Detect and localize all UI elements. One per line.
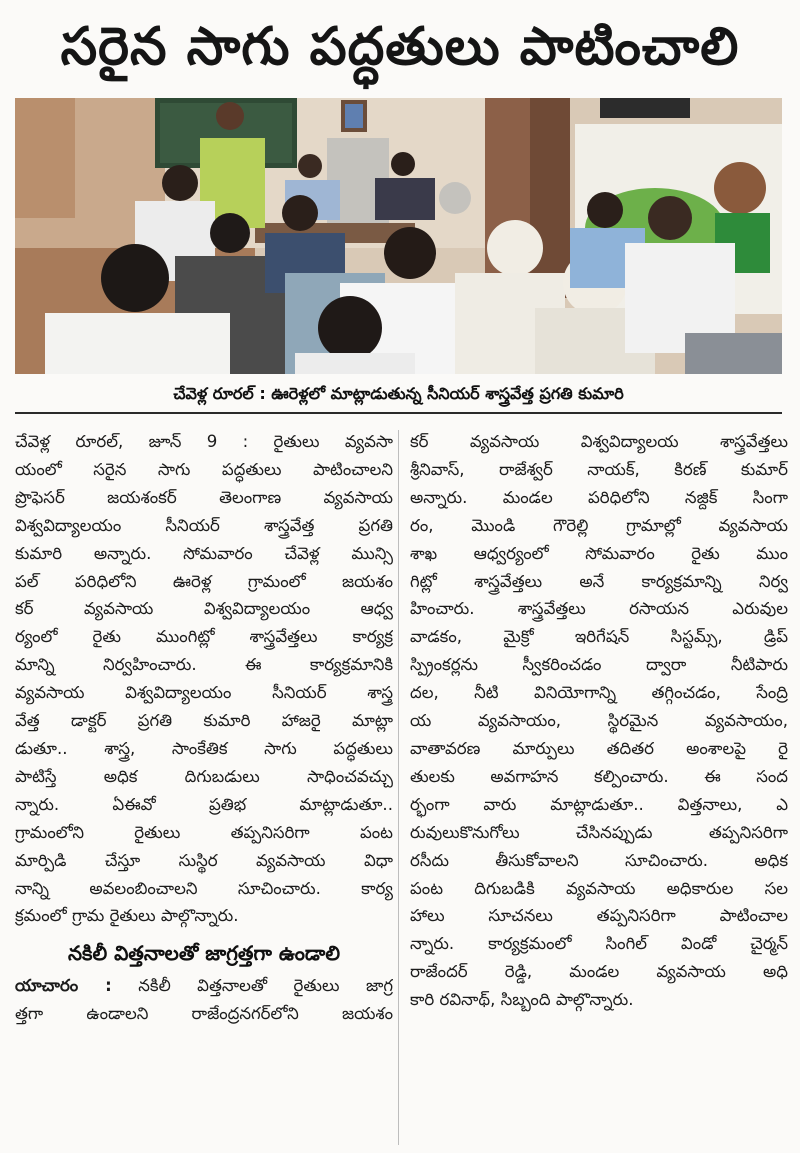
article-line: ప్రొఫెసర్ జయశంకర్ తెలంగాణ వ్యవసాయ — [15, 487, 393, 507]
column-divider — [398, 430, 399, 1145]
article-line: త్తగా ఉండాలని రాజేంద్రనగర్‌లోని జయశం — [15, 1004, 393, 1024]
article-line: రువులుకొనుగోలు చేసినప్పుడు తప్పనిసరిగా — [410, 822, 788, 842]
caption-divider — [15, 412, 782, 414]
article-line: వాడకం, మైక్రో ఇరిగేషన్ సిస్టమ్స్, డ్రిప్ — [410, 627, 788, 647]
article-line: రం, మొండి గౌరెల్లి గ్రామాల్లో వ్యవసాయ — [410, 515, 788, 535]
article-line: న్నారు. ఏఈవో ప్రతిభ మాట్లాడుతూ.. — [15, 794, 393, 814]
dateline-label: యాచారం : — [15, 976, 112, 996]
article-line: హాలు సూచనలు తప్పనిసరిగా పాటించాల — [410, 906, 788, 926]
article-line: క్రమంలో గ్రామ రైతులు పాల్గొన్నారు. — [15, 906, 239, 926]
article-column-right — [410, 428, 788, 1014]
article-line: వేత్త డాక్టర్ ప్రగతి కుమారి హాజరై మాట్లా — [15, 711, 393, 731]
article-line: పంట దిగుబడికి వ్యవసాయ అధికారుల సల — [410, 878, 788, 898]
article-line: తులకు అవగాహన కల్పించారు. ఈ సంద — [410, 766, 788, 786]
article-line: యంలో సరైన సాగు పద్ధతులు పాటించాలని — [15, 459, 393, 479]
article-line-text: నకిలీ విత్తనాలతో రైతులు జాగ్ర — [111, 976, 393, 996]
article-line: హించారు. శాస్త్రవేత్తలు రసాయన ఎరువుల — [410, 599, 788, 619]
article-line: న్నారు. కార్యక్రమంలో సింగిల్ విండో చైర్మన్ — [410, 934, 788, 954]
article-column-left — [15, 428, 393, 1028]
article-line: దల, నీటి వినియోగాన్ని తగ్గించడం, సేంద్రి — [410, 683, 788, 703]
sub-heading: నకిలీ విత్తనాలతో జాగ్రత్తగా ఉండాలి — [67, 941, 340, 966]
article-line: శాఖ ఆధ్వర్యంలో సోమవారం రైతు ముం — [410, 543, 788, 563]
article-line: అన్నారు. మండల పరిధిలోని నజ్దిక్ సింగా — [410, 487, 788, 507]
article-line: య వ్యవసాయం, స్థిరమైన వ్యవసాయం, — [410, 711, 788, 731]
article-line: కారి రవినాథ్, సిబ్బంది పాల్గొన్నారు. — [410, 990, 634, 1010]
article-line: ర్భంగా వారు మాట్లాడుతూ.. విత్తనాలు, ఎ — [410, 794, 788, 814]
article-line: డుతూ.. శాస్త్ర, సాంకేతిక సాగు పద్ధతులు — [15, 738, 393, 758]
article-line: కుమారి అన్నారు. సోమవారం చేవెళ్ల మున్సి — [15, 543, 393, 563]
article-line: మార్పిడి చేస్తూ సుస్థిర వ్యవసాయ విధా — [15, 850, 393, 870]
photo-caption: చేవెళ్ల రూరల్ : ఊరెళ్లలో మాట్లాడుతున్న సీనియర్ శాస్త్రవేత్త ప్రగతి కుమారి — [173, 384, 624, 403]
headline: సరైన సాగు పద్ధతులు పాటించాలి — [60, 17, 740, 77]
article-line — [15, 972, 393, 1000]
article-line: స్ప్రింకర్లను స్వీకరించడం ద్వారా నీటిపారు — [410, 655, 788, 675]
article-line: పల్ పరిధిలోని ఊరెళ్ల గ్రామంలో జయశం — [15, 571, 393, 591]
article-line: శ్రీనివాస్, రాజేశ్వర్ నాయక్, కిరణ్ కుమార్ — [410, 459, 788, 479]
article-line: రాజేందర్ రెడ్డి, మండల వ్యవసాయ అధి — [410, 962, 788, 982]
article-line: కర్ వ్యవసాయ విశ్వవిద్యాలయ శాస్త్రవేత్తలు — [410, 432, 788, 451]
news-photo — [15, 98, 782, 374]
article-line: చేవెళ్ల రూరల్, జూన్ 9 : రైతులు వ్యవసా — [15, 432, 393, 451]
article-line: పాటిస్తే అధిక దిగుబడులు సాధించవచ్చు — [15, 766, 393, 786]
article-line: నాన్ని అవలంబించాలని సూచించారు. కార్య — [15, 878, 393, 898]
article-line: గిట్లో శాస్త్రవేత్తలు అనే కార్యక్రమాన్ని నిర్వ — [410, 571, 788, 591]
article-line: మాన్ని నిర్వహించారు. ఈ కార్యక్రమానికి — [15, 655, 393, 675]
article-line: కర్ వ్యవసాయ విశ్వవిద్యాలయం ఆధ్వ — [15, 599, 393, 619]
article-line: రసీదు తీసుకోవాలని సూచించారు. అధిక — [410, 850, 788, 870]
article-line: గ్రామంలోని రైతులు తప్పనిసరిగా పంట — [15, 822, 393, 842]
article-line: విశ్వవిద్యాలయం సీనియర్ శాస్త్రవేత్త ప్రగతి — [15, 515, 393, 535]
article-line: వ్యవసాయ విశ్వవిద్యాలయం సీనియర్ శాస్త్ర — [15, 683, 393, 703]
article-line: ర్యంలో రైతు ముంగిట్లో శాస్త్రవేత్తలు కార్యక్ర — [15, 627, 393, 647]
article-line: వాతావరణ మార్పులు తదితర అంశాలపై రై — [410, 738, 788, 758]
